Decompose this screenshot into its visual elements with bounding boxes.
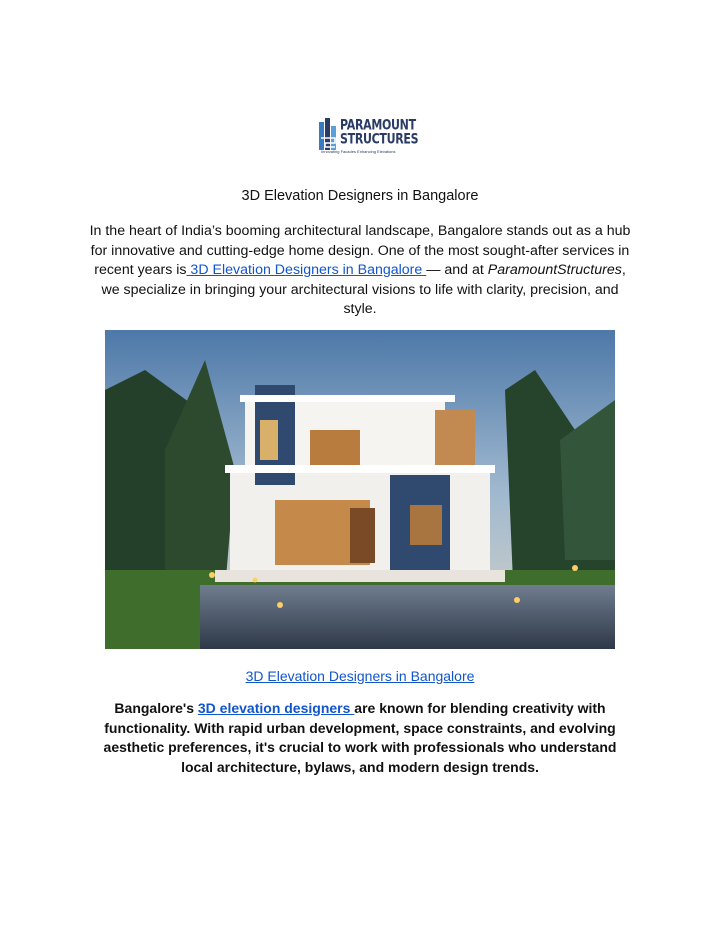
- intro-text: In the heart of India’s booming architectural landscape, Bangalore stands out as a hub for innovative and cutting-edge home design. One of the most sought-after services in recent years is: [89, 223, 631, 278]
- caption-link[interactable]: 3D Elevation Designers in Bangalore: [245, 668, 475, 684]
- modern-house-photo-icon: [105, 330, 615, 649]
- intro-text-2: — and at: [426, 262, 488, 278]
- closing-paragraph: [96, 699, 624, 777]
- hero-image: [105, 330, 615, 649]
- logo-word-structures: STRUCTURES: [340, 131, 419, 148]
- closing-text-2: are known for blending creativity with functionality. With rapid urban development, space constraints, and evolving aesthetic preferences, it's crucial to work with professionals who understand local architecture, bylaws, and modern design trends.: [103, 700, 617, 775]
- closing-link-3d-elevation-designers[interactable]: 3D elevation designers: [197, 700, 355, 716]
- intro-paragraph: [88, 222, 632, 320]
- building-logo-icon: [318, 116, 340, 152]
- closing-text: Bangalore's: [114, 700, 198, 716]
- logo-tagline: Innovating Facades Enhancing Elevations: [321, 149, 396, 154]
- brand-name: ParamountStructures: [487, 262, 622, 278]
- intro-link-3d-elevation[interactable]: 3D Elevation Designers in Bangalore: [186, 262, 427, 278]
- intro-text-3: , we specialize in bringing your architectural visions to life with clarity, precision, and style.: [101, 262, 626, 317]
- image-caption: [0, 668, 720, 684]
- page-title: 3D Elevation Designers in Bangalore: [241, 188, 479, 204]
- company-logo: [318, 114, 419, 154]
- logo-word-paramount: PARAMOUNT: [340, 117, 416, 134]
